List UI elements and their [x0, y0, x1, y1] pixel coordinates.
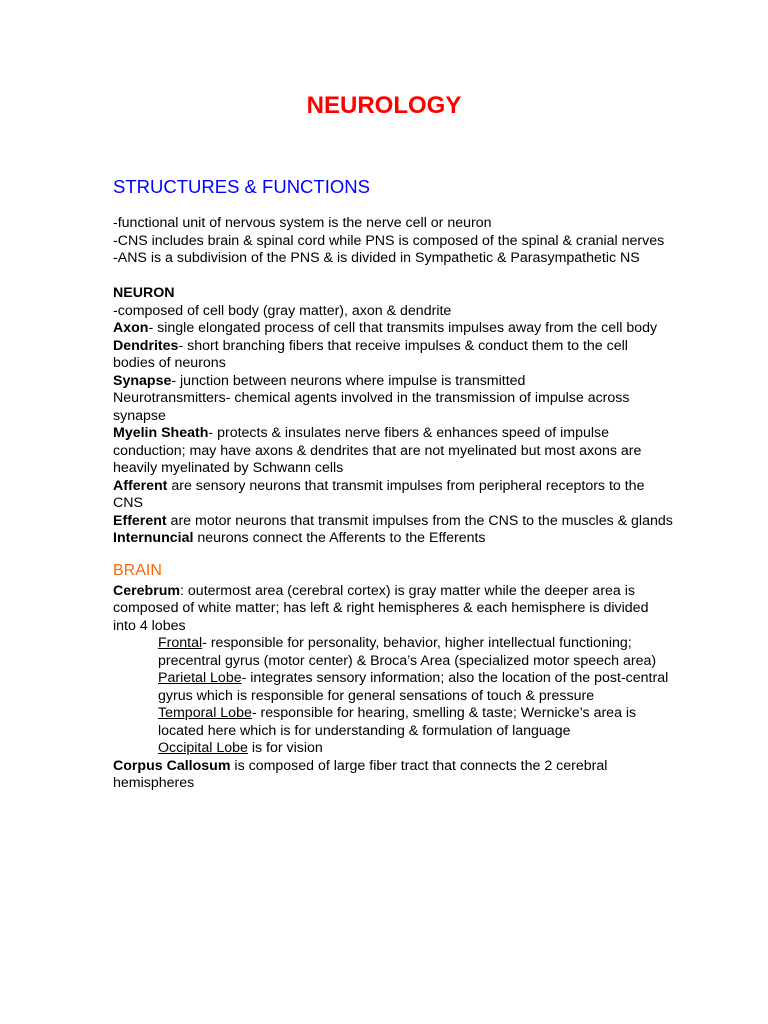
corpus-term: Corpus Callosum — [113, 757, 231, 774]
afferent-term: Afferent — [113, 477, 168, 494]
frontal-term: Frontal — [158, 635, 203, 651]
parietal-lobe-definition: Parietal Lobe- integrates sensory information; also the location of the post-central gyrus which is responsible for general sensations of touch & pressure — [158, 670, 669, 704]
dendrites-definition: Dendrites- short branching fibers that receive impulses & conduct them to the cell bodies of neurons — [113, 337, 628, 371]
cerebrum-term: Cerebrum — [113, 582, 181, 599]
myelin-term: Myelin Sheath — [113, 425, 209, 441]
synapse-definition: Synapse- junction between neurons where impulse is transmitted — [113, 372, 526, 389]
axon-term: Axon — [113, 320, 149, 336]
efferent-term: Efferent — [113, 512, 167, 529]
axon-definition: Axon- single elongated process of cell that transmits impulses away from the cell body — [113, 320, 658, 336]
parietal-term: Parietal Lobe — [158, 670, 242, 686]
occipital-lobe-definition: Occipital Lobe is for vision — [158, 740, 323, 756]
temporal-lobe-definition: Temporal Lobe- responsible for hearing, smelling & taste; Wernicke’s area is located here which is for understanding & formulation of language — [158, 705, 637, 739]
neuron-heading: NEURON — [113, 285, 175, 301]
dendrites-term: Dendrites — [113, 337, 179, 354]
intro-line-3: -ANS is a subdivision of the PNS & is divided in Sympathetic & Parasympathetic NS — [113, 250, 640, 266]
internuncial-term: Internuncial — [113, 530, 194, 546]
intro-line-2: -CNS includes brain & spinal cord while PNS is composed of the spinal & cranial nerves — [113, 232, 665, 249]
neuron-intro: -composed of cell body (gray matter), axon & dendrite — [113, 302, 452, 319]
frontal-lobe-definition: Frontal- responsible for personality, behavior, higher intellectual functioning; precentral gyrus (motor center) & Broca’s Area (specialized motor speech area) — [158, 635, 657, 669]
corpus-callosum-definition: Corpus Callosum is composed of large fiber tract that connects the 2 cerebral hemispheres — [113, 757, 608, 791]
section-heading-brain: BRAIN — [113, 561, 162, 579]
neurotransmitters-definition: Neurotransmitters- chemical agents involved in the transmission of impulse across synapse — [113, 390, 630, 424]
document-body — [113, 176, 673, 793]
synapse-term: Synapse — [113, 372, 172, 389]
cerebrum-definition: Cerebrum: outermost area (cerebral cortex) is gray matter while the deeper area is composed of white matter; has left & right hemispheres & each hemisphere is divided into 4 lobes — [113, 582, 649, 634]
temporal-term: Temporal Lobe — [158, 705, 252, 721]
internuncial-definition: Internuncial neurons connect the Afferents to the Efferents — [113, 530, 486, 546]
efferent-definition: Efferent are motor neurons that transmit impulses from the CNS to the muscles & glands — [113, 512, 673, 529]
page-title: NEUROLOGY — [306, 92, 462, 119]
section-heading-structures: STRUCTURES & FUNCTIONS — [113, 176, 370, 197]
occipital-term: Occipital Lobe — [158, 740, 248, 756]
afferent-definition: Afferent are sensory neurons that transmit impulses from peripheral receptors to the CNS — [113, 477, 645, 511]
intro-line-1: -functional unit of nervous system is the nerve cell or neuron — [113, 215, 492, 231]
myelin-definition: Myelin Sheath- protects & insulates nerve fibers & enhances speed of impulse conduction; may have axons & dendrites that are not myelinated but most axons are heavily myelinated by Schwann cells — [113, 425, 642, 476]
